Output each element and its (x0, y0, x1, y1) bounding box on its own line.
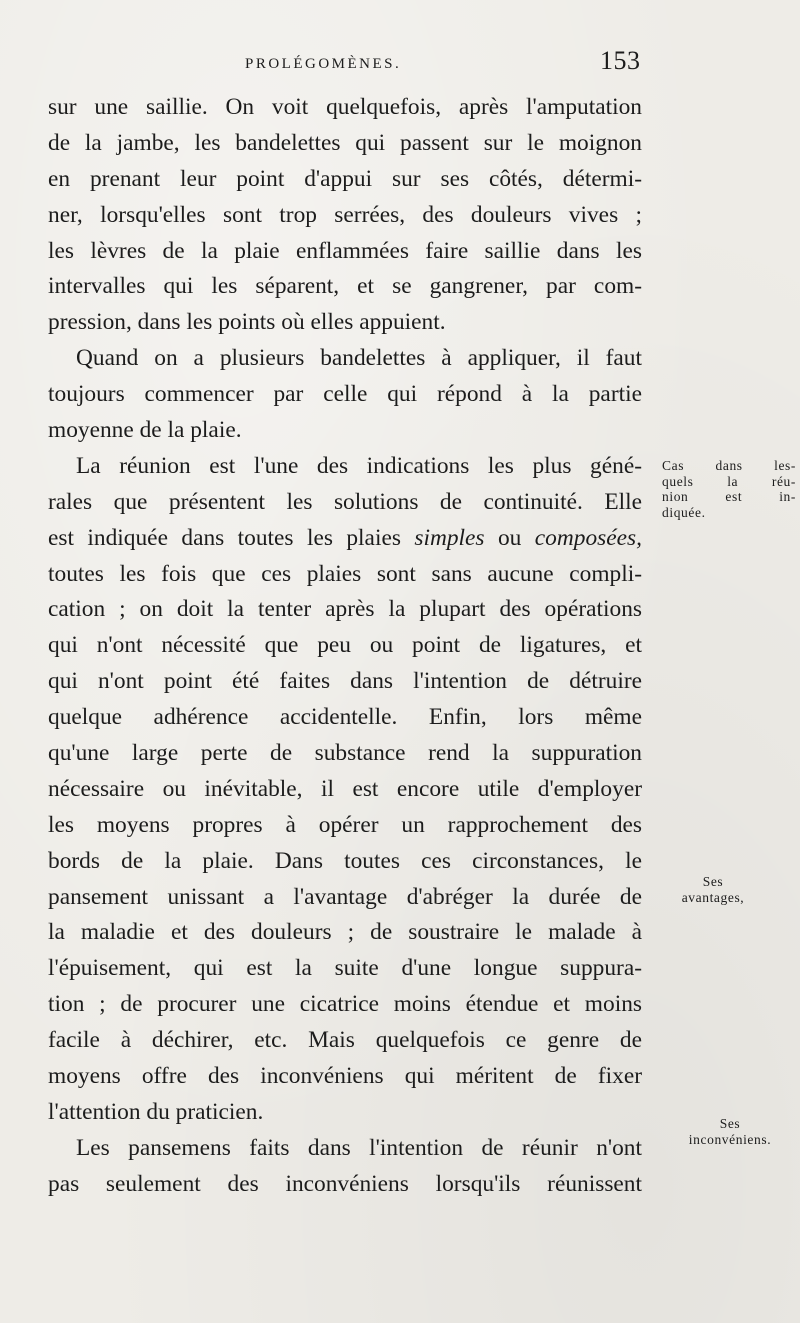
margin-note-line: inconvéniens. (688, 1131, 772, 1147)
body-text (48, 90, 642, 1203)
text-line: moyenne de la plaie. (48, 417, 242, 444)
margin-note-advantages (668, 874, 758, 905)
text-line: de la jambe, les bandelettes qui passent sur le moignon (48, 129, 642, 156)
text-line: facile à déchirer, etc. Mais quelquefois ce genre de (48, 1027, 642, 1054)
text-line: moyens offre des inconvéniens qui méritent de fixer (48, 1063, 642, 1090)
text-line: qui n'ont nécessité que peu ou point de ligatures, et (48, 632, 642, 659)
text-line: quelque adhérence accidentelle. Enfin, lors même (48, 704, 642, 731)
text-line: qu'une large perte de substance rend la suppuration (48, 740, 642, 767)
text-line: pansement unissant a l'avantage d'abréger la durée de (48, 883, 642, 910)
text-line: Les pansemens faits dans l'intention de réunir n'ont (76, 1134, 642, 1161)
text-line: toutes les fois que ces plaies sont sans aucune compli- (48, 560, 642, 587)
text-line: Quand on a plusieurs bandelettes à appliquer, il faut (76, 345, 642, 372)
text-line: la maladie et des douleurs ; de soustraire le malade à (48, 919, 642, 946)
margin-note-line: nion est in- (662, 489, 796, 504)
text-line: sur une saillie. On voit quelquefois, après l'amputation (48, 94, 642, 120)
text-line: les moyens propres à opérer un rapprochement des (48, 811, 642, 838)
margin-note-line: avantages, (681, 889, 745, 905)
text-line: rales que présentent les solutions de continuité. Elle (48, 488, 642, 515)
text-line: qui n'ont point été faites dans l'intention de détruire (48, 668, 642, 695)
text-line: ner, lorsqu'elles sont trop serrées, des douleurs vives ; (48, 201, 642, 228)
text-line: cation ; on doit la tenter après la plupart des opérations (48, 596, 642, 623)
margin-note-line: diquée. (662, 504, 706, 520)
margin-note-reunion-cases (662, 458, 796, 520)
text-line: nécessaire ou inévitable, il est encore utile d'employer (48, 775, 642, 802)
text-line: l'épuisement, qui est la suite d'une longue suppura- (48, 955, 642, 982)
text-line: en prenant leur point d'appui sur ses côtés, détermi- (48, 165, 642, 192)
running-title: PROLÉGOMÈNES. (245, 56, 402, 72)
text-line: bords de la plaie. Dans toutes ces circonstances, le (48, 847, 642, 874)
text-line: l'attention du praticien. (48, 1098, 264, 1125)
text-line: les lèvres de la plaie enflammées faire saillie dans les (48, 237, 642, 264)
page-number: 153 (600, 46, 641, 75)
margin-note-line: Ses (719, 1116, 741, 1131)
margin-note-line: Cas dans les- (662, 458, 796, 473)
text-line: toujours commencer par celle qui répond à la partie (48, 381, 642, 408)
text-line: tion ; de procurer une cicatrice moins étendue et moins (48, 991, 642, 1018)
text-line: La réunion est l'une des indications les plus géné- (76, 452, 642, 479)
margin-note-drawbacks (662, 1116, 798, 1147)
text-line: est indiquée dans toutes les plaies simples ou composées, (48, 524, 642, 551)
margin-note-line: Ses (702, 874, 724, 889)
text-line: pas seulement des inconvéniens lorsqu'ils réunissent (48, 1170, 642, 1197)
text-line: intervalles qui les séparent, et se gangrener, par com- (48, 273, 642, 300)
margin-note-line: quels la réu- (662, 473, 796, 489)
text-line: pression, dans les points où elles appuient. (48, 309, 446, 336)
